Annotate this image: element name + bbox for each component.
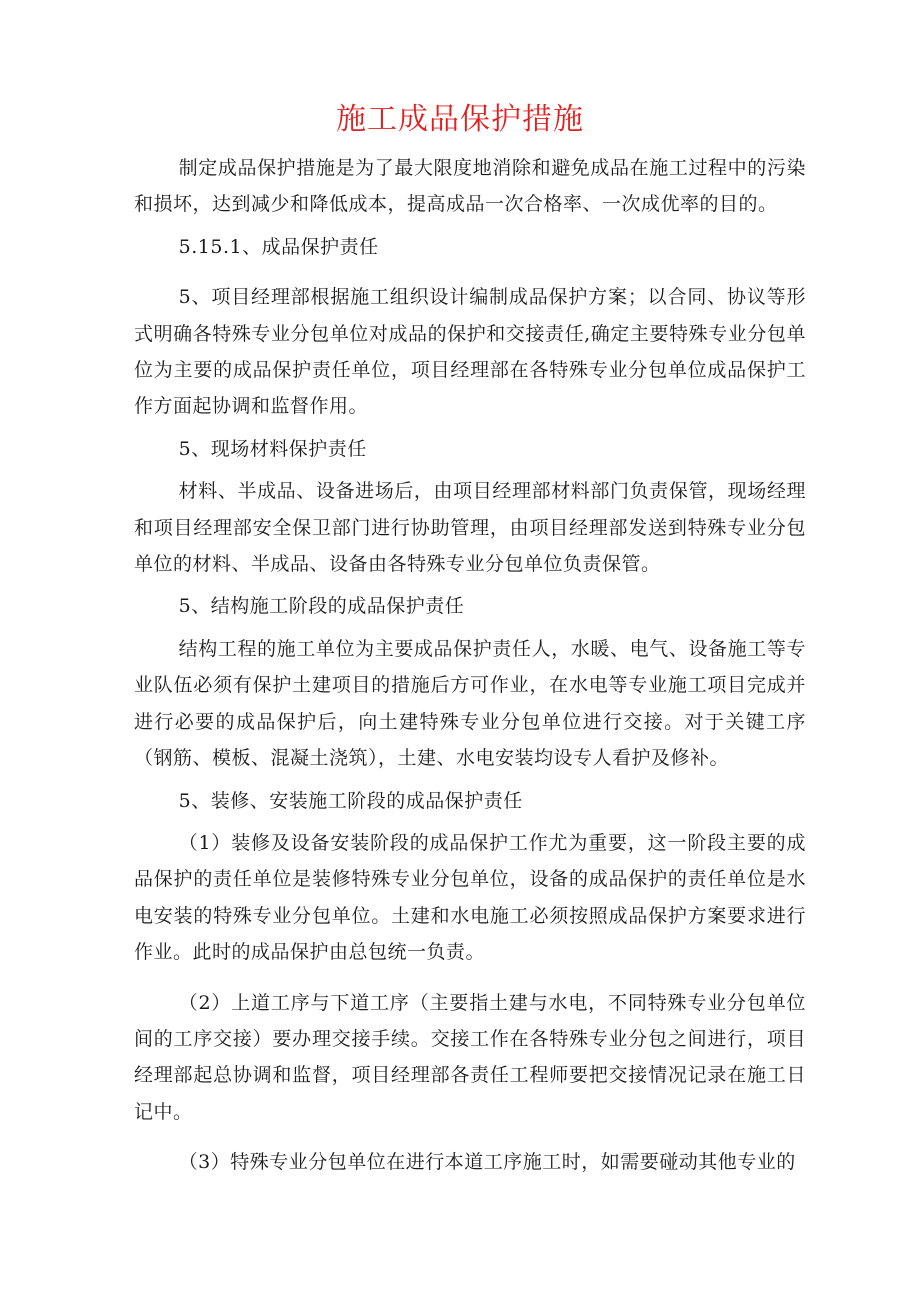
- intro-paragraph: 制定成品保护措施是为了最大限度地消除和避免成品在施工过程中的污染和损坏，达到减少和降低成本，提高成品一次合格率、一次成优率的目的。: [134, 157, 806, 216]
- paragraph: 材料、半成品、设备进场后，由项目经理部材料部门负责保管，现场经理和项目经理部安全保卫部门进行协助管理，由项目经理部发送到特殊专业分包单位的材料、半成品、设备由各特殊专业分包单位负责保管。: [134, 480, 806, 576]
- section-heading: 5.15.1、成品保护责任: [178, 235, 379, 258]
- document-body: [134, 150, 806, 1181]
- paragraph: 5、项目经理部根据施工组织设计编制成品保护方案；以合同、协议等形式明确各特殊专业分包单位对成品的保护和交接责任,确定主要特殊专业分包单位为主要的成品保护责任单位，项目经理部在各特殊专业分包单位成品保护工作方面起协调和监督作用。: [134, 286, 806, 418]
- document-title: 施工成品保护措施: [336, 102, 584, 137]
- paragraph: （1）装修及设备安装阶段的成品保护工作尤为重要，这一阶段主要的成品保护的责任单位是装修特殊专业分包单位，设备的成品保护的责任单位是水电安装的特殊专业分包单位。土建和水电施工必须按照成品保护方案要求进行作业。此时的成品保护由总包统一负责。: [134, 831, 806, 964]
- section-heading: 5、装修、安装施工阶段的成品保护责任: [178, 789, 523, 812]
- paragraph: 结构工程的施工单位为主要成品保护责任人，水暖、电气、设备施工等专业队伍必须有保护土建项目的措施后方可作业，在水电等专业施工项目完成并进行必要的成品保护后，向土建特殊专业分包单位进行交接。对于关键工序（钢筋、模板、混凝土浇筑），土建、水电安装均设专人看护及修补。: [134, 637, 806, 770]
- section-heading: 5、现场材料保护责任: [178, 437, 367, 460]
- section-heading: 5、结构施工阶段的成品保护责任: [178, 595, 465, 618]
- paragraph: （3）特殊专业分包单位在进行本道工序施工时，如需要碰动其他专业的: [178, 1151, 796, 1174]
- paragraph: （2）上道工序与下道工序（主要指土建与水电，不同特殊专业分包单位间的工序交接）要办理交接手续。交接工作在各特殊专业分包之间进行，项目经理部起总协调和监督，项目经理部各责任工程师要把交接情况记录在施工日记中。: [134, 991, 806, 1123]
